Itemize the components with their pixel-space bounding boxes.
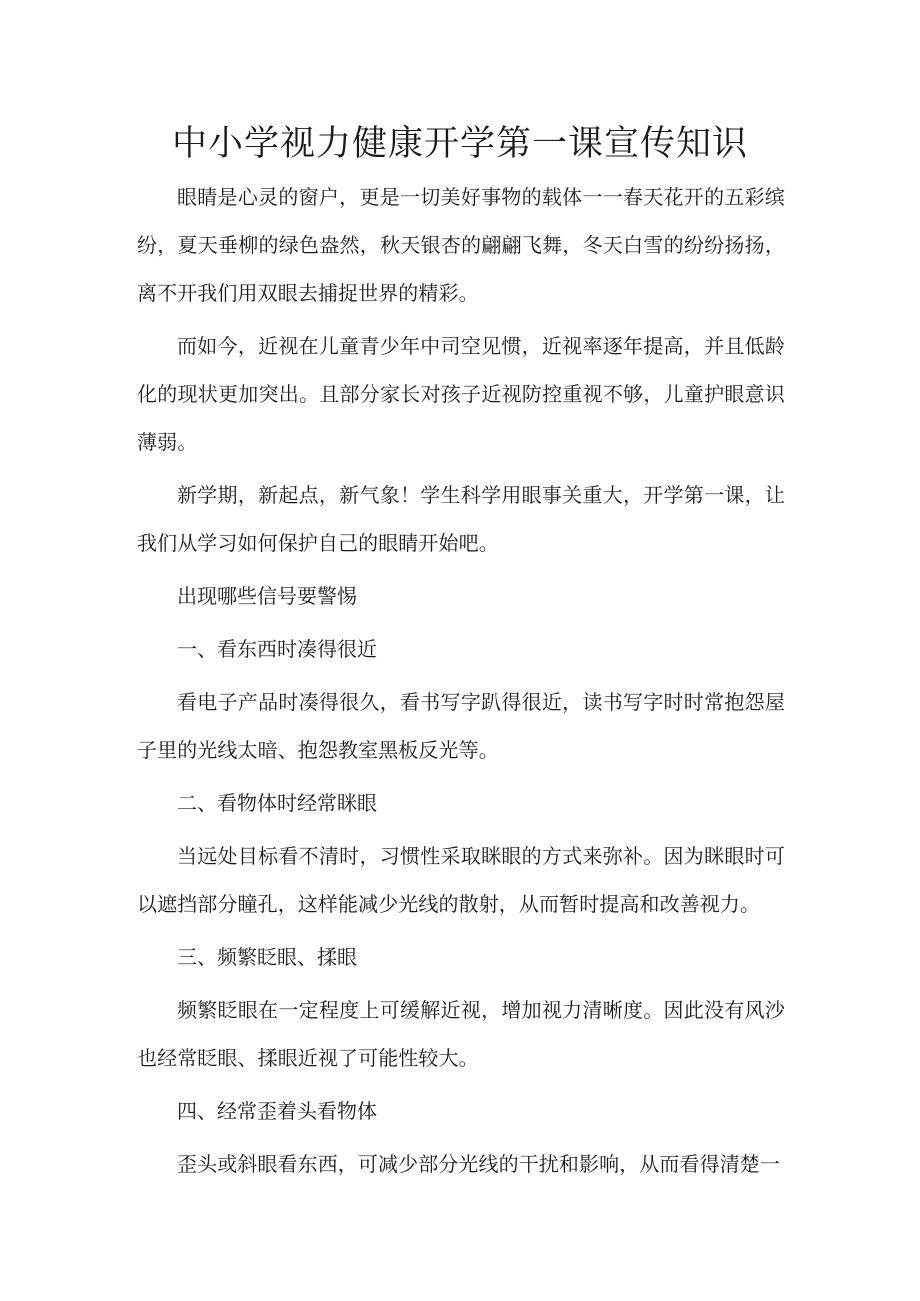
paragraph-sign-4: 歪头或斜眼看东西，可减少部分光线的干扰和影响，从而看得清楚一 — [177, 1152, 780, 1176]
section-heading-3: 三、频繁眨眼、揉眼 — [177, 945, 357, 969]
document-body — [137, 173, 785, 1188]
section-heading-warning-signs: 出现哪些信号要警惕 — [177, 584, 357, 608]
document-title: 中小学视力健康开学第一课宣传知识 — [171, 124, 748, 164]
section-heading-1: 一、看东西时凑得很近 — [177, 637, 377, 661]
section-heading-2: 二、看物体时经常眯眼 — [177, 791, 377, 815]
paragraph-new-semester: 新学期，新起点，新气象！学生科学用眼事关重大，开学第一课，让我们从学习如何保护自己的眼睛开始吧。 — [137, 483, 785, 555]
paragraph-myopia-status: 而如今，近视在儿童青少年中司空见惯，近视率逐年提高，并且低龄化的现状更加突出。且部分家长对孩子近视防控重视不够，儿童护眼意识薄弱。 — [137, 334, 785, 454]
section-heading-4: 四、经常歪着头看物体 — [177, 1099, 377, 1123]
paragraph-intro: 眼睛是心灵的窗户，更是一切美好事物的载体一一春天花开的五彩缤纷，夏天垂柳的绿色盎然，秋天银杏的翩翩飞舞，冬天白雪的纷纷扬扬，离不开我们用双眼去捕捉世界的精彩。 — [137, 185, 785, 305]
paragraph-sign-1: 看电子产品时凑得很久，看书写字趴得很近，读书写字时时常抱怨屋子里的光线太暗、抱怨教室黑板反光等。 — [137, 690, 785, 762]
paragraph-sign-3: 频繁眨眼在一定程度上可缓解近视，增加视力清晰度。因此没有风沙也经常眨眼、揉眼近视了可能性较大。 — [137, 998, 785, 1070]
paragraph-sign-2: 当远处目标看不清时，习惯性采取眯眼的方式来弥补。因为眯眼时可以遮挡部分瞳孔，这样能减少光线的散射，从而暂时提高和改善视力。 — [137, 844, 785, 916]
